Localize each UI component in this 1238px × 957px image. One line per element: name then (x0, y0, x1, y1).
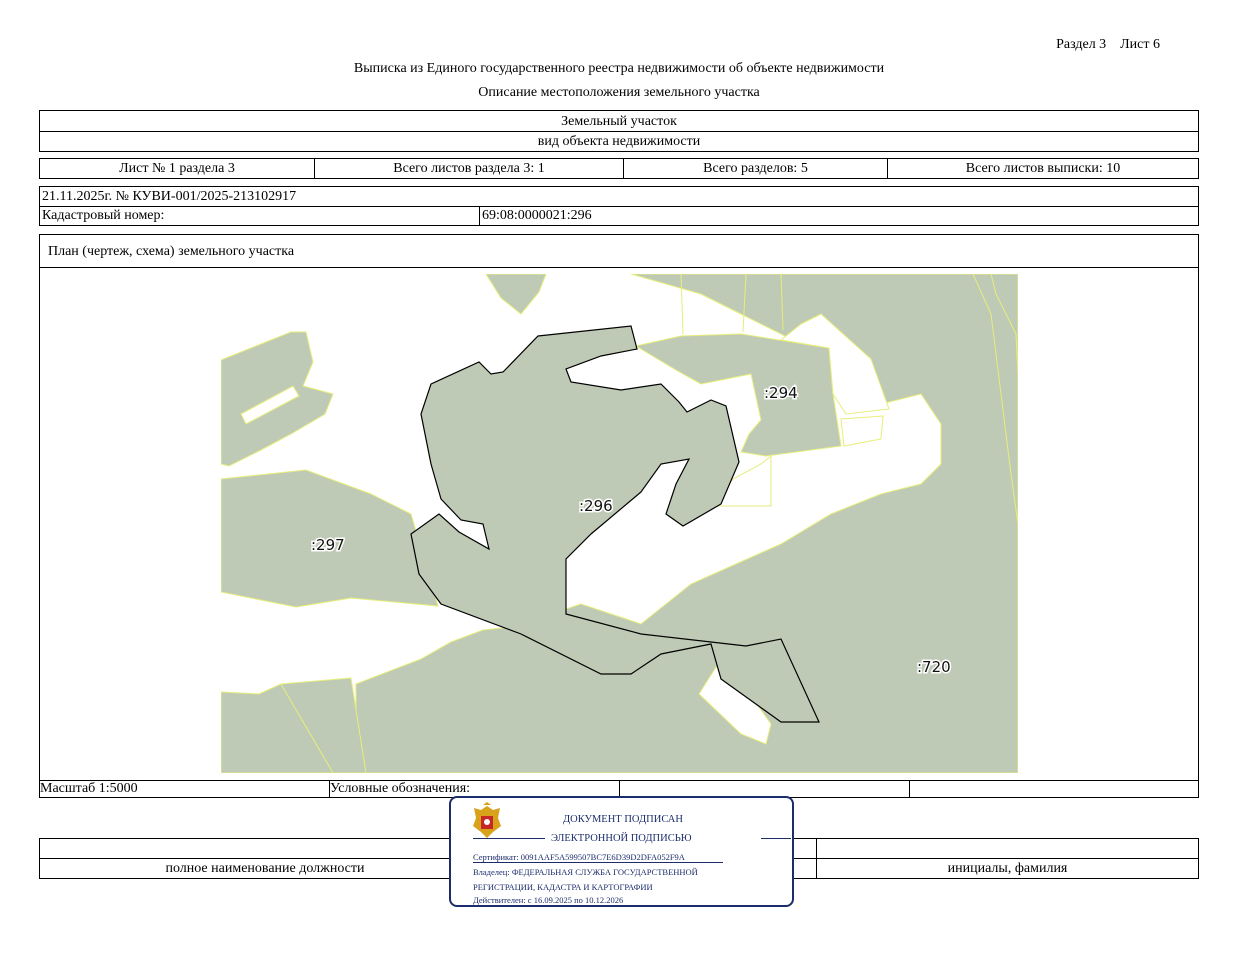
scale-label: Масштаб 1:5000 (40, 781, 138, 796)
plan-caption: План (чертеж, схема) земельного участка (48, 244, 295, 259)
cadastral-value: 69:08:0000021:296 (482, 208, 592, 223)
legend-label: Условные обозначения: (330, 781, 471, 796)
gap-3 (841, 416, 883, 446)
sheet-number: Лист № 1 раздела 3 (119, 161, 235, 176)
object-name: Земельный участок (561, 114, 677, 129)
parcel-top-center (486, 274, 546, 314)
doc-info-table (39, 186, 1199, 226)
signature-stamp (449, 796, 794, 907)
initials-caption: инициалы, фамилия (947, 861, 1068, 876)
parcel-bottom-left (221, 678, 366, 773)
stamp-line2: ЭЛЕКТРОННОЙ ПОДПИСЬЮ (551, 833, 692, 844)
doc-number: 21.11.2025г. № КУВИ-001/2025-213102917 (42, 189, 297, 204)
stamp-owner1: Владелец: ФЕДЕРАЛЬНАЯ СЛУЖБА ГОСУДАРСТВЕННОЙ (473, 867, 698, 877)
label-720: :720 (917, 658, 951, 676)
section-sheet-label: Раздел 3 Лист 6 (1056, 37, 1160, 52)
parcel-map (221, 274, 1018, 773)
total-sections: Всего разделов: 5 (703, 161, 808, 176)
document-subtitle: Описание местоположения земельного участка (478, 85, 760, 100)
stamp-cert: Сертификат: 0091AAF5A599507BC7E6D39D2DFA052F9A (473, 852, 685, 862)
label-297: :297 (311, 536, 345, 554)
stamp-line1: ДОКУМЕНТ ПОДПИСАН (563, 814, 683, 825)
stamp-valid: Действителен: с 16.09.2025 по 10.12.2026 (473, 895, 624, 905)
object-kind-caption: вид объекта недвижимости (537, 134, 701, 149)
cadastral-label: Кадастровый номер: (42, 208, 165, 223)
document-title: Выписка из Единого государственного реестра недвижимости об объекте недвижимости (353, 61, 885, 76)
stamp-owner2: РЕГИСТРАЦИИ, КАДАСТРА И КАРТОГРАФИИ (473, 882, 653, 892)
label-294: :294 (764, 384, 798, 402)
total-sheets-section: Всего листов раздела 3: 1 (393, 161, 545, 176)
coat-of-arms-icon (471, 802, 503, 842)
label-296: :296 (579, 497, 613, 515)
object-table (39, 110, 1199, 152)
position-caption: полное наименование должности (165, 861, 365, 876)
sheets-table (39, 158, 1199, 179)
total-sheets-extract: Всего листов выписки: 10 (965, 161, 1121, 176)
